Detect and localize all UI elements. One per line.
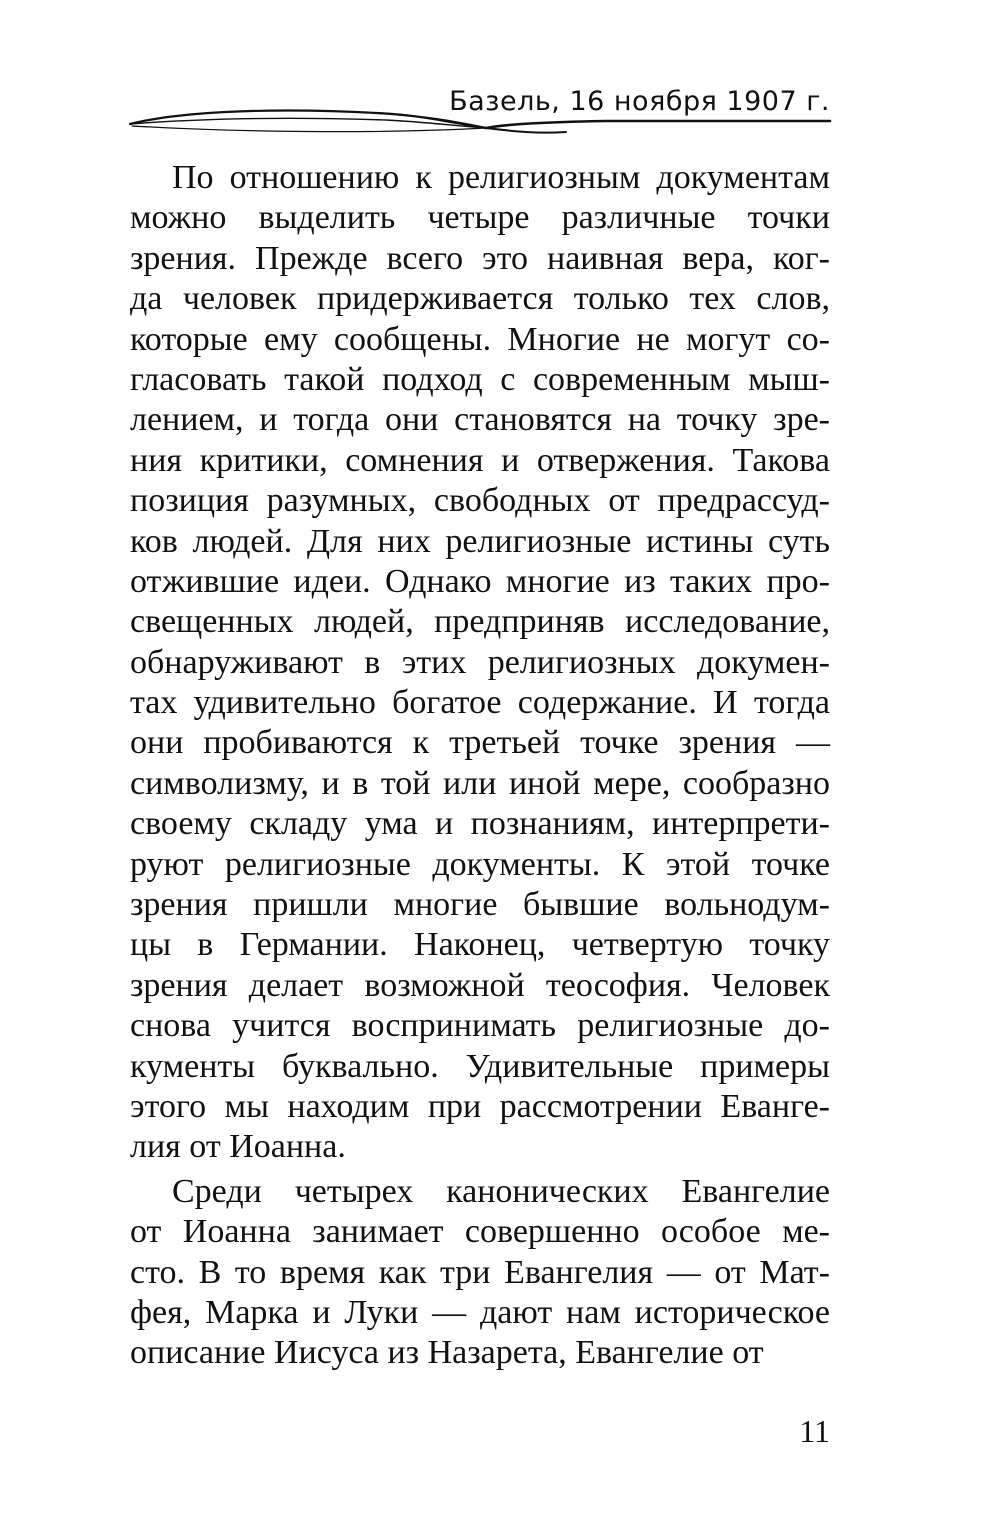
running-head: Базель, 16 ноября 1907 г. (449, 86, 830, 117)
text-line: фея, Марка и Луки — дают нам историческое (130, 1293, 830, 1331)
text-line: отжившие идеи. Однако многие из таких про- (130, 562, 830, 600)
text-line: обнаруживают в этих религиозных докумен- (130, 643, 830, 681)
text-line: руют религиозные документы. К этой точке (130, 845, 830, 883)
text-line: лия от Иоанна. (130, 1128, 346, 1166)
text-line: можно выделить четыре различные точки (130, 199, 830, 237)
text-line: они пробиваются к третьей точке зрения — (130, 724, 830, 762)
text-line: По отношению к религиозным документам (172, 159, 830, 196)
text-line: которые ему сообщены. Многие не могут со- (130, 320, 830, 358)
text-line: гласовать такой подход с современным мыш- (130, 360, 830, 398)
text-line: своему складу ума и познаниям, интерпрети- (130, 805, 830, 843)
text-line: символизму, и в той или иной мере, сообразно (130, 764, 830, 802)
text-line: этого мы находим при рассмотрении Еванге- (130, 1087, 830, 1125)
header-rule-ornament (126, 104, 832, 138)
text-line: тах удивительно богатое содержание. И тогда (130, 684, 830, 722)
page-number: 11 (799, 1413, 830, 1449)
text-line: кументы буквально. Удивительные примеры (130, 1047, 830, 1085)
text-line: от Иоанна занимает совершенно особое ме- (130, 1213, 830, 1251)
text-line: да человек придерживается только тех слов, (130, 280, 830, 318)
text-line: зрения. Прежде всего это наивная вера, ког- (130, 239, 830, 277)
body-text (130, 158, 830, 1374)
text-line: Среди четырех канонических Евангелие (172, 1172, 830, 1210)
text-line: описание Иисуса из Назарета, Евангелие от (130, 1334, 764, 1372)
text-line: ния критики, сомнения и отвержения. Такова (130, 441, 830, 479)
text-line: сто. В то время как три Евангелия — от Мат- (130, 1253, 830, 1291)
paragraph (130, 1172, 830, 1374)
text-line: лением, и тогда они становятся на точку зре- (130, 401, 830, 439)
text-line: позиция разумных, свободных от предрассуд- (130, 482, 830, 520)
paragraph (130, 158, 830, 1168)
text-line: цы в Германии. Наконец, четвертую точку (130, 926, 830, 964)
text-line: зрения пришли многие бывшие вольнодум- (130, 886, 830, 924)
text-line: снова учится воспринимать религиозные до- (130, 1007, 830, 1045)
text-line: свещенных людей, предприняв исследование, (130, 603, 830, 641)
text-line: зрения делает возможной теософия. Человек (130, 966, 830, 1004)
text-line: ков людей. Для них религиозные истины суть (130, 522, 830, 560)
